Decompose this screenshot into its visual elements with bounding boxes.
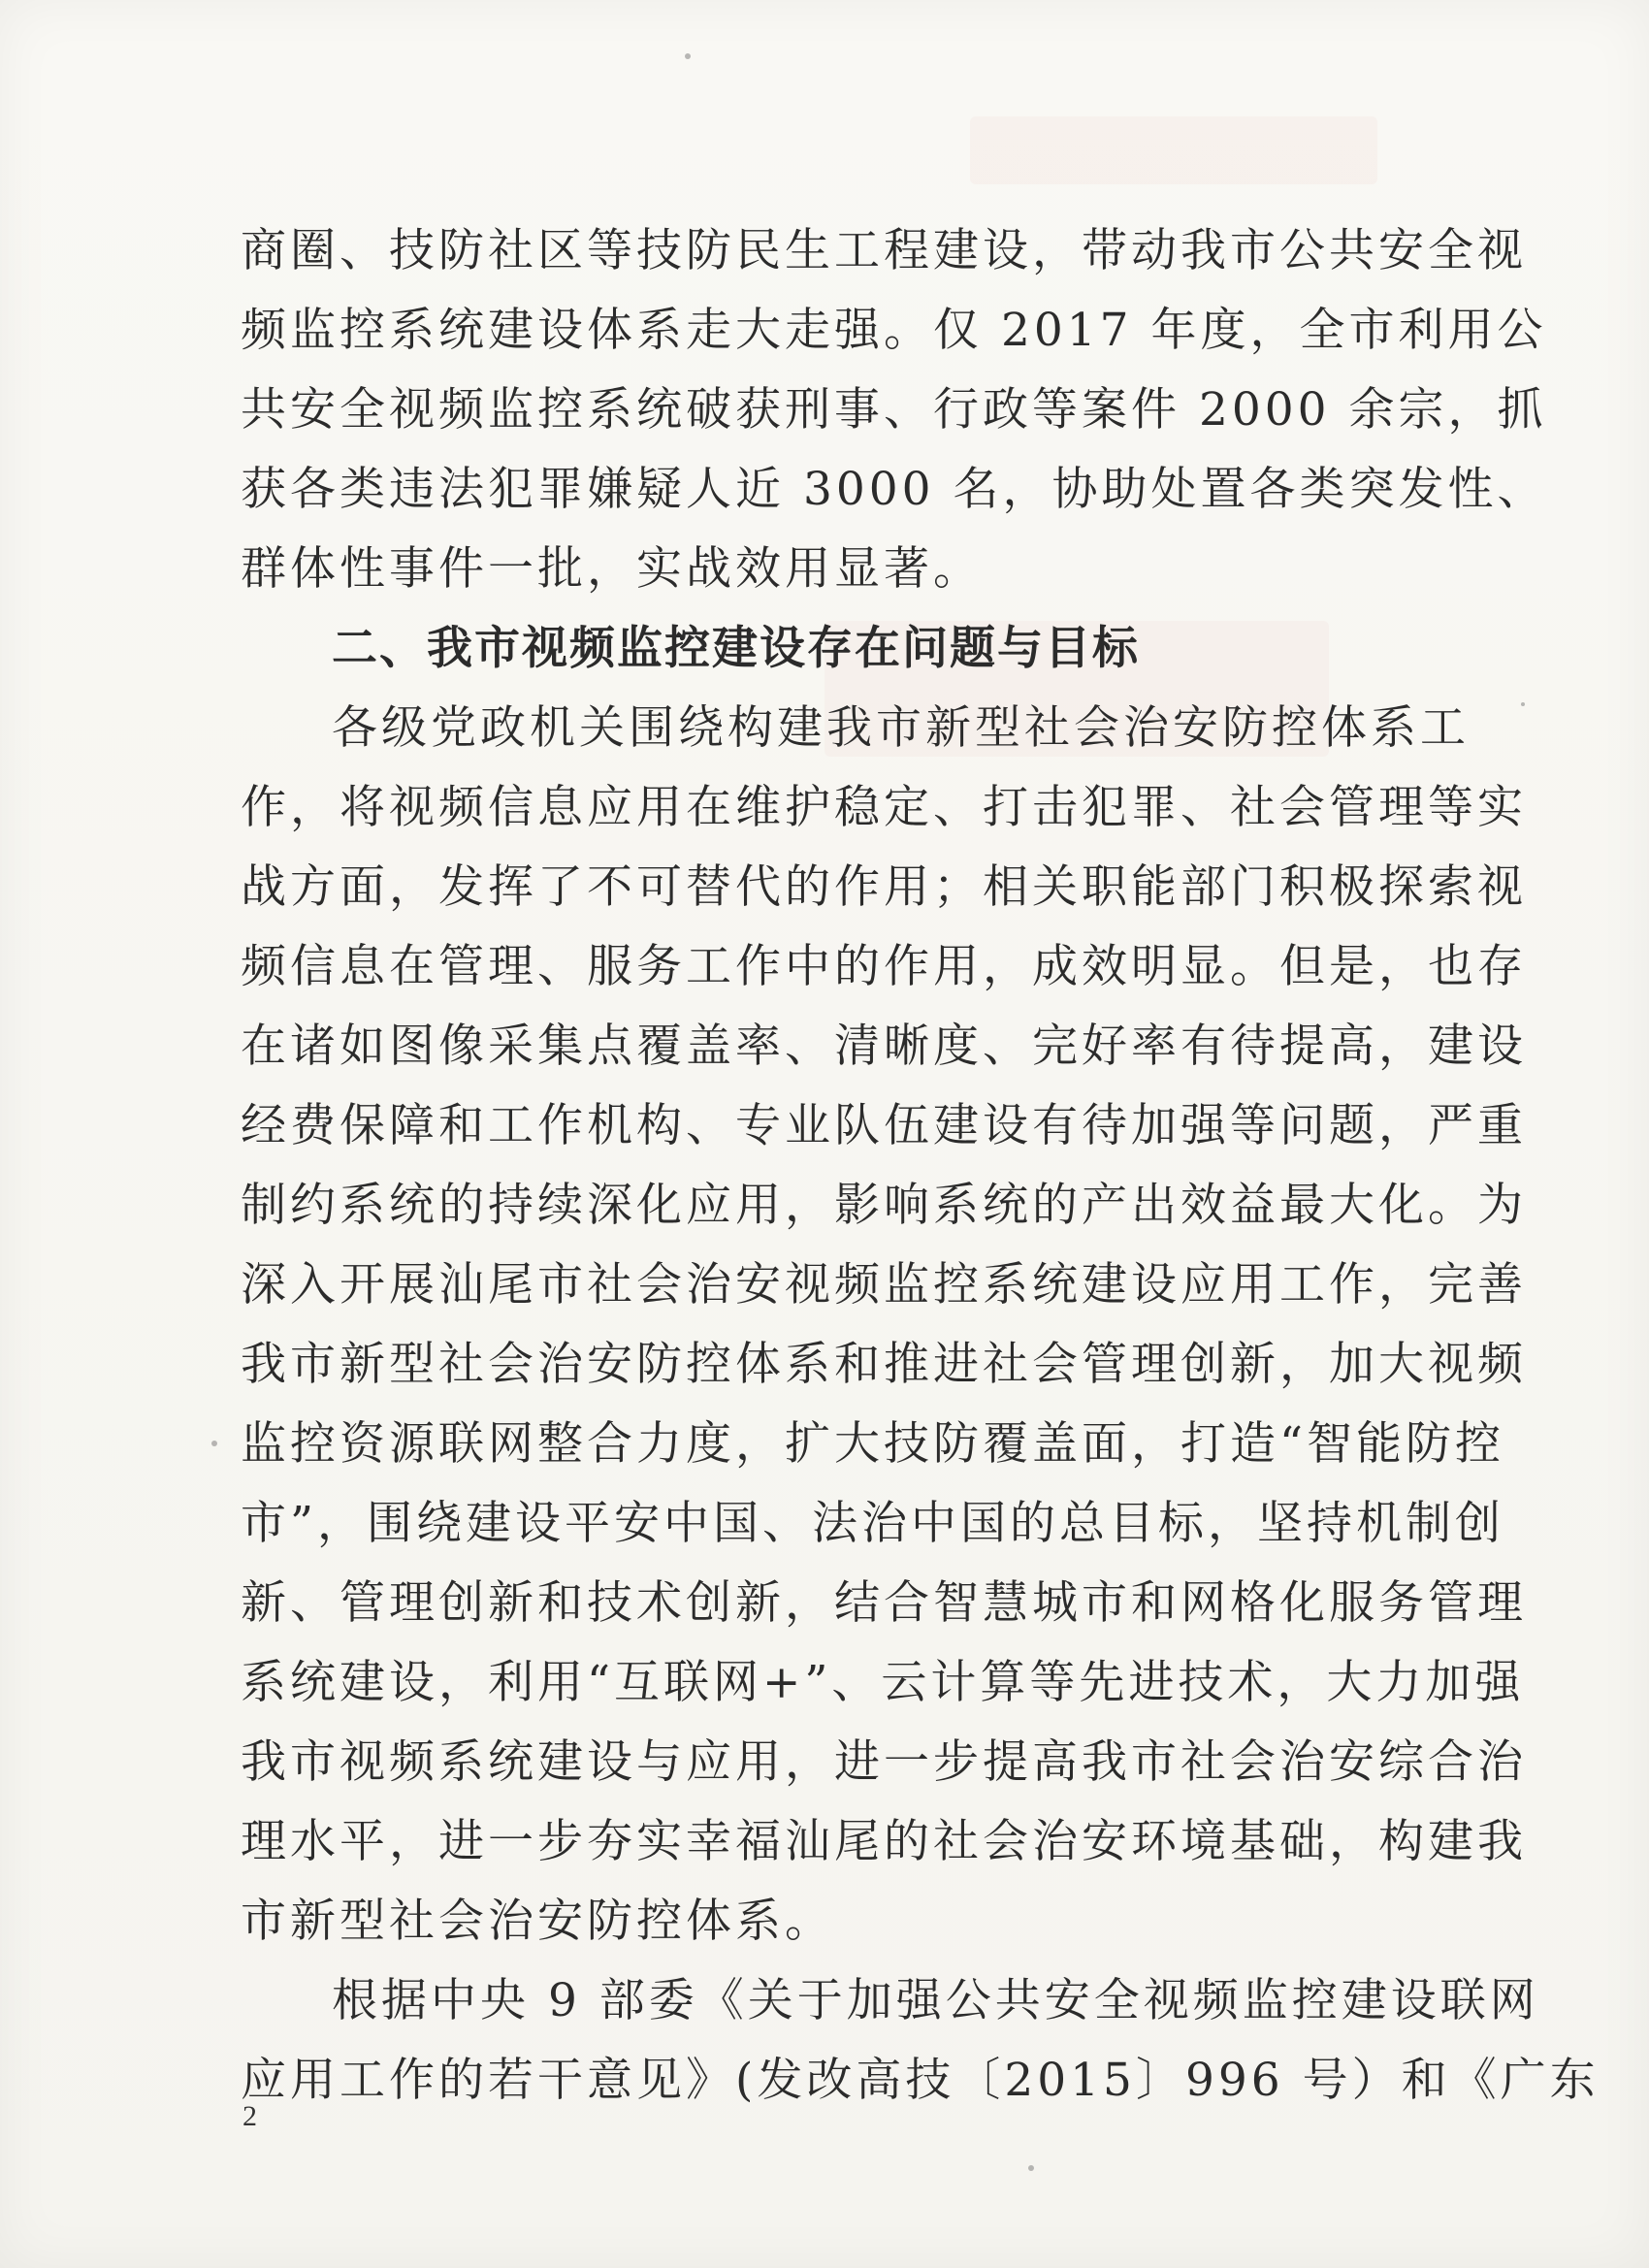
text-line: 理水平，进一步夯实幸福汕尾的社会治安环境基础，构建我: [241, 1815, 1527, 1868]
text-line: 频监控系统建设体系走大走强。仅 2017 年度，全市利用公: [241, 304, 1547, 357]
text-line: 监控资源联网整合力度，扩大技防覆盖面，打造“智能防控: [241, 1417, 1505, 1471]
text-line: 应用工作的若干意见》(发改高技〔2015〕996 号）和《广东: [241, 2054, 1600, 2107]
text-line: 获各类违法犯罪嫌疑人近 3000 名，协助处置各类突发性、: [241, 463, 1547, 516]
page-number: 2: [242, 2100, 257, 2132]
text-line: 在诸如图像采集点覆盖率、清晰度、完好率有待提高，建设: [241, 1020, 1527, 1073]
text-line: 我市新型社会治安防控体系和推进社会管理创新，加大视频: [241, 1338, 1527, 1391]
paragraph-first-line: 各级党政机关围绕构建我市新型社会治安防控体系工: [332, 701, 1470, 755]
text-line: 频信息在管理、服务工作中的作用，成效明显。但是，也存: [241, 940, 1527, 993]
section-heading: 二、我市视频监控建设存在问题与目标: [332, 622, 1140, 675]
text-line: 共安全视频监控系统破获刑事、行政等案件 2000 余宗，抓: [241, 383, 1547, 437]
text-line: 制约系统的持续深化应用，影响系统的产出效益最大化。为: [241, 1179, 1527, 1232]
text-line: 经费保障和工作机构、专业队伍建设有待加强等问题，严重: [241, 1099, 1527, 1152]
scan-speck: [685, 53, 691, 59]
text-line: 作，将视频信息应用在维护稳定、打击犯罪、社会管理等实: [241, 781, 1527, 834]
text-line: 群体性事件一批，实战效用显著。: [241, 542, 983, 596]
text-line: 新、管理创新和技术创新，结合智慧城市和网格化服务管理: [241, 1576, 1527, 1630]
text-line: 市”，围绕建设平安中国、法治中国的总目标，坚持机制创: [241, 1497, 1505, 1550]
show-through-mark: [970, 116, 1377, 184]
paragraph-first-line: 根据中央 9 部委《关于加强公共安全视频监控建设联网: [332, 1974, 1539, 2027]
scan-speck: [1521, 702, 1525, 706]
text-line: 战方面，发挥了不可替代的作用；相关职能部门积极探索视: [241, 860, 1527, 914]
text-line: 我市视频系统建设与应用，进一步提高我市社会治安综合治: [241, 1735, 1527, 1789]
scan-speck: [1028, 2165, 1034, 2171]
text-line: 系统建设，利用“互联网+”、云计算等先进技术，大力加强: [241, 1656, 1525, 1709]
text-line: 市新型社会治安防控体系。: [241, 1895, 834, 1948]
text-line: 深入开展汕尾市社会治安视频监控系统建设应用工作，完善: [241, 1258, 1527, 1312]
scan-speck: [211, 1441, 217, 1446]
body-text: [241, 211, 1600, 2121]
text-line: 商圈、技防社区等技防民生工程建设，带动我市公共安全视: [241, 224, 1527, 277]
